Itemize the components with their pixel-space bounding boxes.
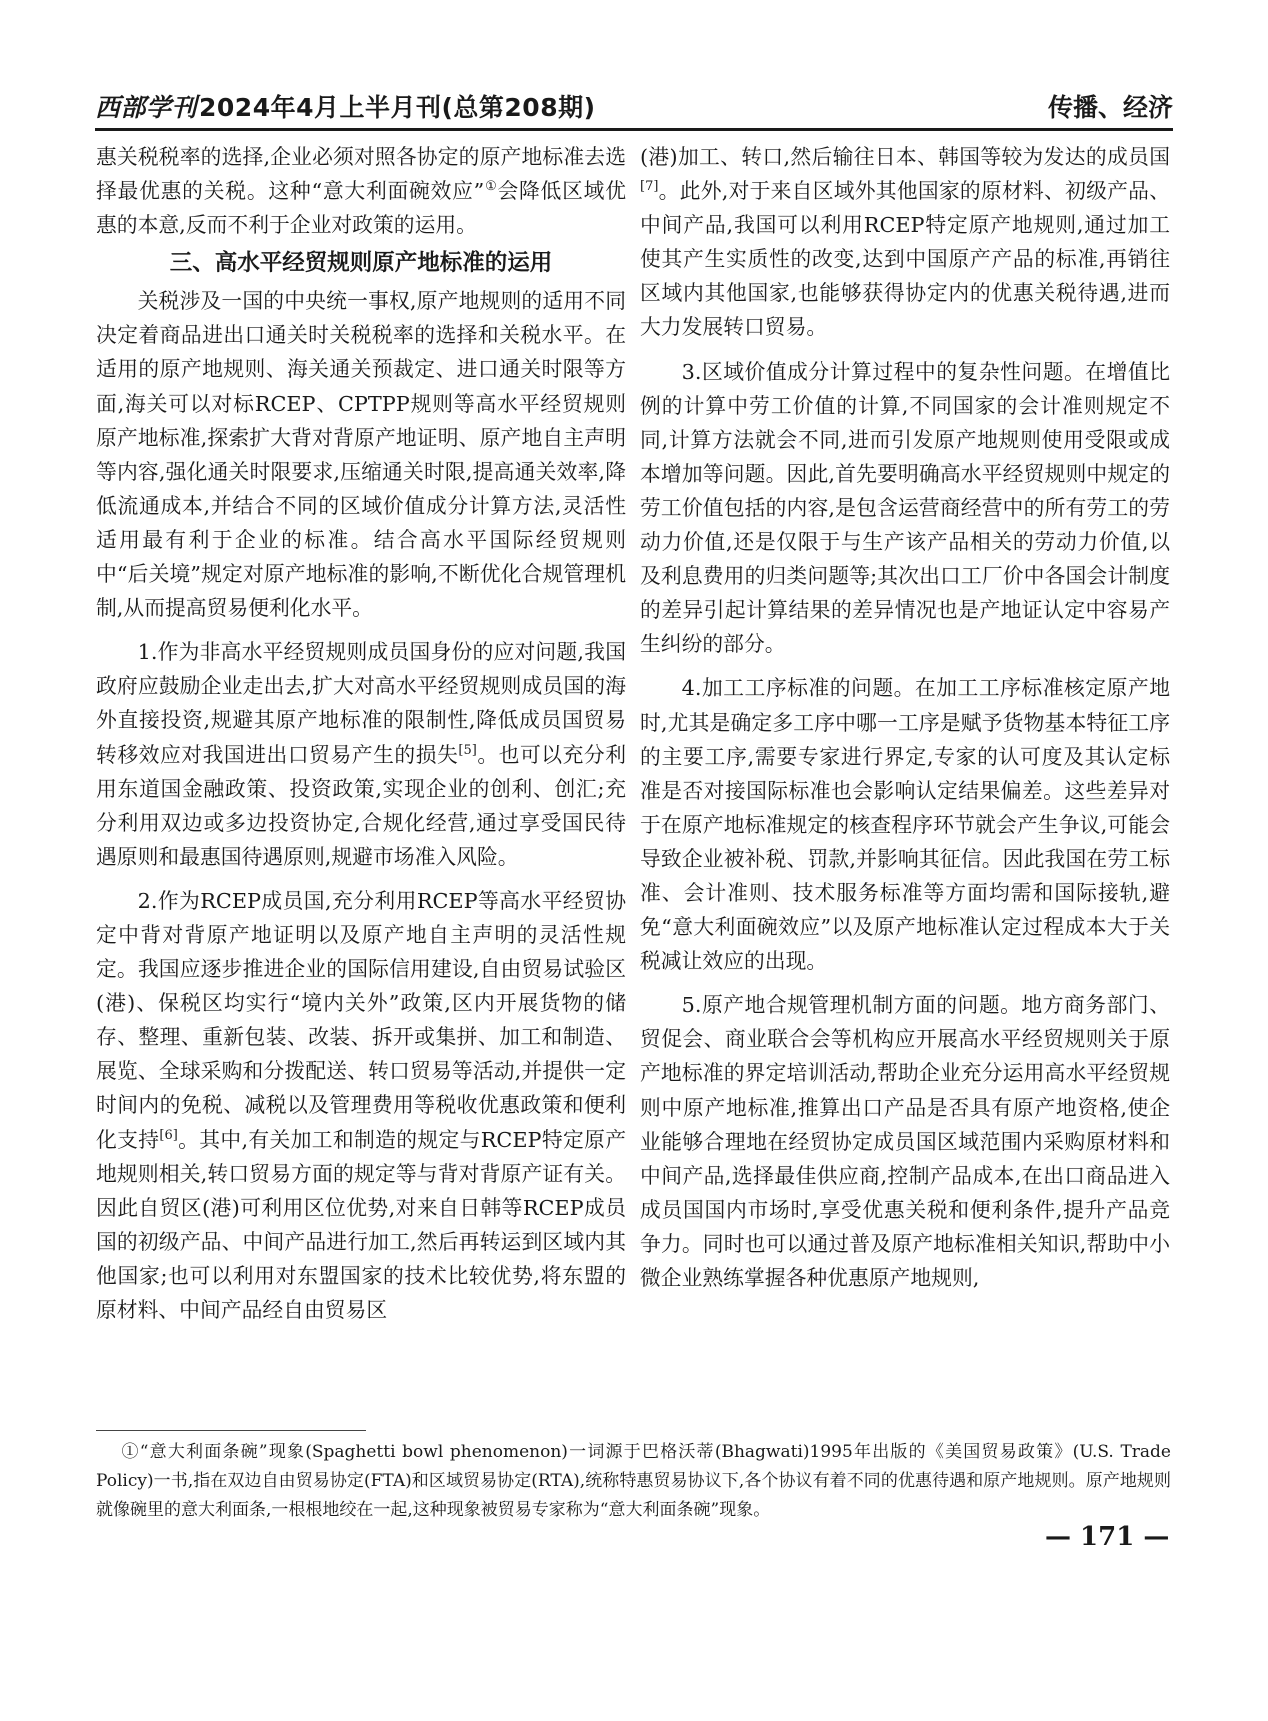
issue-label: 2024年4月上半月刊(总第208期)	[199, 93, 596, 122]
paragraph: 关税涉及一国的中央统一事权,原产地规则的适用不同决定着商品进出口通关时关税税率的选择和关税水平。在适用的原产地规则、海关通关预裁定、进口通关时限等方面,海关可以对标RCEP、CPTPP规则等高水平经贸规则原产地标准,探索扩大背对背原产地证明、原产地自主声明等内容,强化通关时限要求,压缩通关时限,提高通关效率,降低流通成本,并结合不同的区域价值成分计算方法,灵活性适用最有利于企业的标准。结合高水平国际经贸规则中“后关境”规定对原产地标准的影响,不断优化合规管理机制,从而提高贸易便利化水平。	[96, 289, 626, 621]
paragraph-item-3: 3.区域价值成分计算过程中的复杂性问题。在增值比例的计算中劳工价值的计算,不同国家的会计准则规定不同,计算方法就会不同,进而引发原产地规则使用受限或成本增加等问题。因此,首先要明确高水平经贸规则中规定的劳工价值包括的内容,是包含运营商经营中的所有劳工的劳动力价值,还是仅限于与生产该产品相关的劳动力价值,以及利息费用的归类问题等;其次出口工厂价中各国会计制度的差异引起计算结果的差异情况也是产地证认定中容易产生纠纷的部分。	[640, 359, 1170, 657]
section-heading: 三、高水平经贸规则原产地标准的运用	[169, 250, 553, 277]
footnote-rule	[96, 1430, 366, 1431]
section-label: 传播、经济	[1047, 93, 1173, 122]
paragraph-item-2: 2.作为RCEP成员国,充分利用RCEP等高水平经贸协定中背对背原产地证明以及原产地自主声明的灵活性规定。我国应逐步推进企业的国际信用建设,自由贸易试验区(港)、保税区均实行“境内关外”政策,区内开展货物的储存、整理、重新包装、改装、拆开或集拼、加工和制造、展览、全球采购和分拨配送、转口贸易等活动,并提供一定时间内的免税、减税以及管理费用等税收优惠政策和便利化支持[6]。其中,有关加工和制造的规定与RCEP特定原产地规则相关,转口贸易方面的规定等与背对背原产证有关。因此自贸区(港)可利用区位优势,对来自日韩等RCEP成员国的初级产品、中间产品进行加工,然后再转运到区域内其他国家;也可以利用对东盟国家的技术比较优势,将东盟的原材料、中间产品经自由贸易区	[96, 888, 627, 1322]
right-column	[640, 140, 1170, 1295]
paragraph-continued: 惠关税税率的选择,企业必须对照各协定的原产地标准去选择最优惠的关税。这种“意大利面碗效应”①会降低区域优惠的本意,反而不利于企业对政策的运用。	[96, 145, 626, 238]
footnote: ①“意大利面条碗”现象(Spaghetti bowl phenomenon)一词源于巴格沃蒂(Bhagwati)1995年出版的《美国贸易政策》(U.S. Trade Policy)一书,指在双边自由贸易协定(FTA)和区域贸易协定(RTA),统称特惠贸易协议下,各个协议有着不同的优惠待遇和原产地规则。原产地规则就像碗里的意大利面条,一根根地绞在一起,这种现象被贸易专家称为“意大利面条碗”现象。	[96, 1442, 1171, 1520]
paragraph-item-4: 4.加工工序标准的问题。在加工工序标准核定原产地时,尤其是确定多工序中哪一工序是赋予货物基本特征工序的主要工序,需要专家进行界定,专家的认可度及其认定标准是否对接国际标准也会影响认定结果偏差。这些差异对于在原产地标准规定的核查程序环节就会产生争议,可能会导致企业被补税、罚款,并影响其征信。因此我国在劳工标准、会计准则、技术服务标准等方面均需和国际接轨,避免“意大利面碗效应”以及原产地标准认定过程成本大于关税减让效应的出现。	[640, 676, 1170, 974]
running-header	[95, 88, 1173, 132]
footnote-marker[interactable]: ①	[484, 179, 498, 195]
paragraph-item-5: 5.原产地合规管理机制方面的问题。地方商务部门、贸促会、商业联合会等机构应开展高水平经贸规则关于原产地标准的界定培训活动,帮助企业充分运用高水平经贸规则中原产地标准,推算出口产品是否具有原产地资格,使企业能够合理地在经贸协定成员国区域范围内采购原材料和中间产品,选择最佳供应商,控制产品成本,在出口商品进入成员国国内市场时,享受优惠关税和便利条件,提升产品竞争力。同时也可以通过普及原产地标准相关知识,帮助中小微企业熟练掌握各种优惠原产地规则,	[640, 993, 1170, 1290]
left-column	[96, 140, 626, 1327]
header-rule	[95, 128, 1173, 131]
citation-ref[interactable]: [7]	[640, 179, 659, 195]
page-number: — 171 —	[1045, 1522, 1170, 1552]
paragraph-continued: (港)加工、转口,然后输往日本、韩国等较为发达的成员国[7]。此外,对于来自区域外其他国家的原材料、初级产品、中间产品,我国可以利用RCEP特定原产地规则,通过加工使其产生实质性的改变,达到中国原产产品的标准,再销往区域内其他国家,也能够获得协定内的优惠关税待遇,进而大力发展转口贸易。	[640, 145, 1170, 340]
paragraph-item-1: 1.作为非高水平经贸规则成员国身份的应对问题,我国政府应鼓励企业走出去,扩大对高水平经贸规则成员国的海外直接投资,规避其原产地标准的限制性,降低成员国贸易转移效应对我国进出口贸易产生的损失[5]。也可以充分利用东道国金融政策、投资政策,实现企业的创利、创汇;充分利用双边或多边投资协定,合规化经营,通过享受国民待遇原则和最惠国待遇原则,规避市场准入风险。	[96, 640, 627, 869]
citation-ref[interactable]: [5]	[458, 742, 477, 758]
journal-logo: 西部学刊	[95, 93, 198, 122]
journal-issue-info	[95, 88, 596, 124]
citation-ref[interactable]: [6]	[159, 1127, 178, 1143]
